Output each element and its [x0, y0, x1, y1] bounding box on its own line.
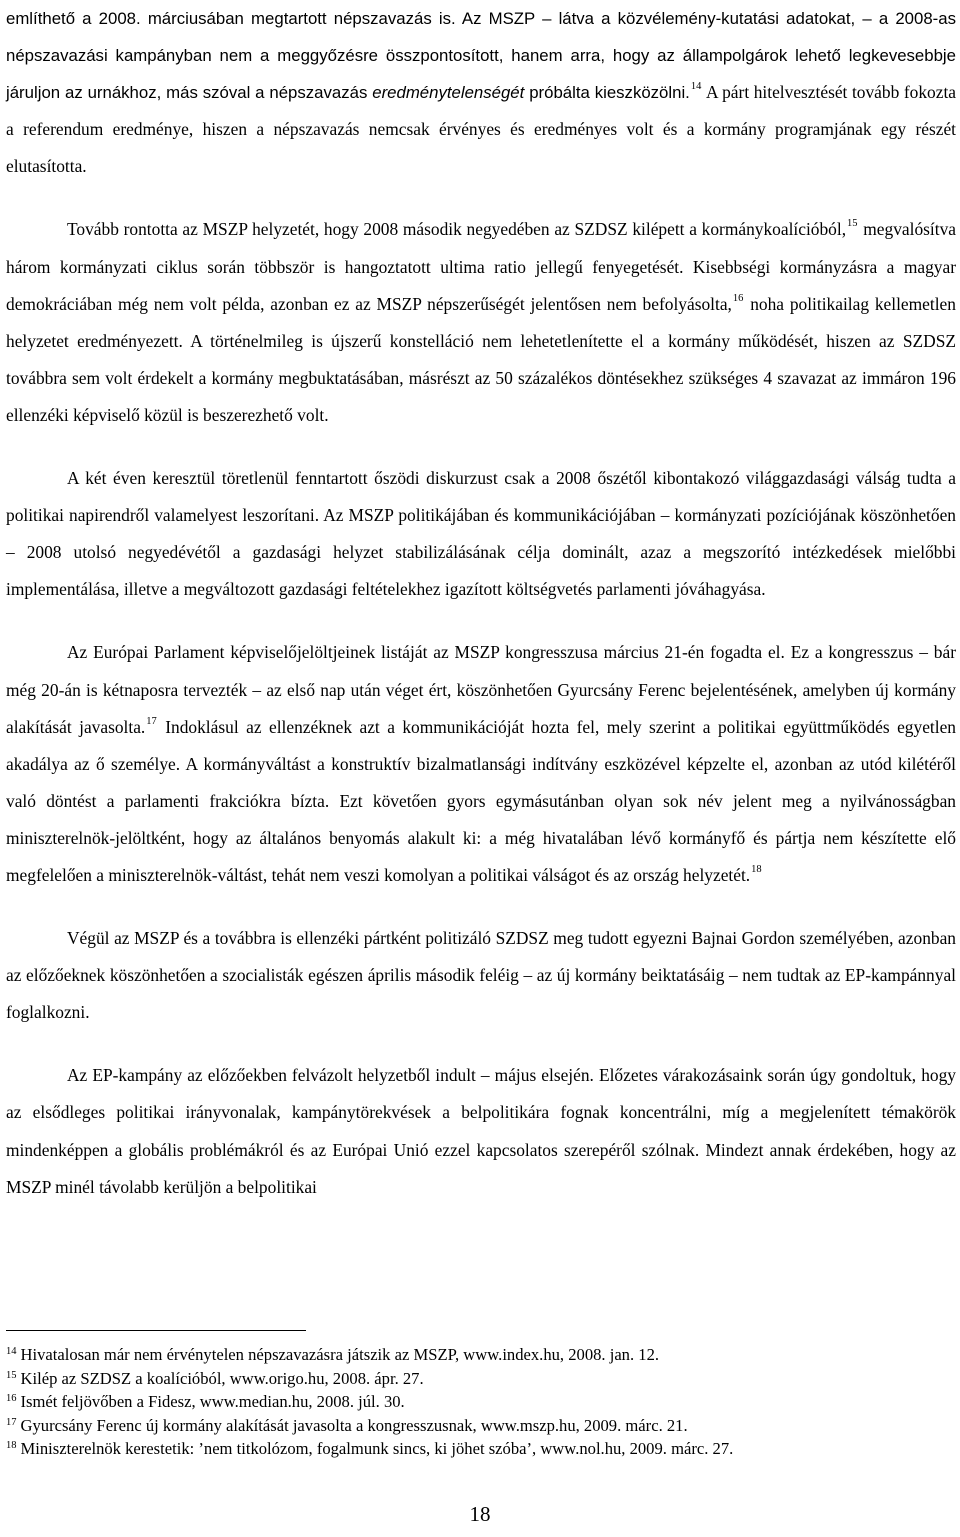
footnote-number: 15	[6, 1369, 17, 1381]
document-body	[6, 0, 956, 1206]
paragraph-text: megvalósítva három kormányzati ciklus során többször is hangoztatott ultima ratio jellegű fenyegetését. Kisebbségi kormányzásra a magyar demokráciában még nem volt példa, azonban ez az MSZP népszerűségét jelentősen nem befolyásolta,	[6, 219, 956, 314]
footnote-reference: 14	[690, 81, 702, 93]
footnote-text: Hivatalosan már nem érvénytelen népszavazásra játszik az MSZP, www.index.hu, 2008. jan. 12.	[20, 1345, 660, 1364]
paragraph-gap	[6, 434, 956, 460]
footnote-number: 17	[6, 1416, 17, 1428]
paragraph-gap	[6, 608, 956, 634]
footnote-text: Gyurcsány Ferenc új kormány alakítását javasolta a kongresszusnak, www.mszp.hu, 2009. márc. 21.	[20, 1415, 688, 1435]
page-number: 18	[469, 1502, 491, 1526]
footnote-text: Kilép az SZDSZ a koalícióból, www.origo.hu, 2008. ápr. 27.	[20, 1368, 424, 1388]
paragraph-gap	[6, 1031, 956, 1057]
paragraph-text: Az EP-kampány az előzőekben felvázolt helyzetből indult – május elsején. Előzetes várakozásaink során úgy gondoltuk, hogy az elsődleges politikai irányvonalak, kampánytörekvések a belpolitikára fognak koncentrálni, míg a megjelenített témakörök mindenképpen a globális problémákról és az Európai Unió ezzel kapcsolatos szerepéről szólnak. Mindezt annak érdekében, hogy az MSZP minél távolabb kerüljön a belpolitikai	[6, 1065, 956, 1197]
paragraph-2	[6, 211, 956, 434]
paragraph-text: Tovább rontotta az MSZP helyzetét, hogy 2008 második negyedében az SZDSZ kilépett a kormánykoalícióból,	[67, 219, 847, 240]
paragraph-1	[6, 0, 956, 185]
paragraph-5	[6, 920, 956, 1031]
paragraph-6	[6, 1057, 956, 1205]
footnote-number: 18	[6, 1440, 17, 1451]
footnote-text: Ismét feljövőben a Fidesz, www.median.hu, 2008. júl. 30.	[20, 1392, 405, 1411]
footnote-number: 14	[6, 1346, 17, 1357]
footnote-16	[6, 1390, 956, 1414]
footnote-reference: 17	[146, 715, 157, 727]
footnote-18	[6, 1437, 956, 1461]
paragraph-text: noha politikailag kellemetlen helyzetet eredményezett. A történelmileg is újszerű konstelláció nem lehetetlenítette el a kormány működését, hiszen az SZDSZ továbbra sem volt érdekelt a kormány megbuktatásában, másrészt az 50 százalékos döntésekhez szükséges 4 szavazat az immáron 196 ellenzéki képviselő közül is beszerezhető volt.	[6, 293, 956, 425]
paragraph-text: A két éven keresztül töretlenül fenntartott őszödi diskurzust csak a 2008 őszétől kibontakozó világgazdasági válság tudta a politikai napirendről valamelyest leszorítani. Az MSZP politikájában és kommunikációjában – kormányzati pozíciójának köszönhetően – 2008 utolsó negyedévétől a gazdasági helyzet stabilizálásának célja dominált, azaz a megszorító intézkedések mielőbbi implementálása, illetve a megváltozott gazdasági feltételekhez igazított költségvetés parlamenti jóváhagyása.	[6, 468, 956, 600]
footnote-17	[6, 1414, 956, 1438]
footnote-separator	[6, 1330, 306, 1331]
paragraph-gap	[6, 185, 956, 211]
paragraph-text: Az Európai Parlament képviselőjelöltjeinek listáját az MSZP kongresszusa március 21-én fogadta el. Ez a kongresszus – bár még 20-án is kétnaposra tervezték – az első nap után véget ért, köszönhetően Gyurcsány Ferenc bejelentésének, amelyben új kormány alakítását javasolta.	[6, 642, 956, 737]
paragraph-text: Az MSZP – látva a közvélemény-kutatási adatokat, – a 2008-as népszavazási kampányban nem a meggyőzésre összpontosított, hanem arra, hogy az állampolgárok lehető legkevesebbje járuljon az urnákhoz, más szóval a népszavazás	[6, 9, 956, 103]
footnote-text: Miniszterelnök kerestetik: ’nem titkolózom, fogalmunk sincs, ki jöhet szóba’, www.nol.hu, 2009. márc. 27.	[20, 1439, 734, 1458]
footnote-reference: 16	[732, 292, 744, 304]
paragraph-text: próbálta kieszközölni.	[524, 83, 690, 103]
paragraph-text: Indoklásul az ellenzéknek azt a kommunikációját hozta fel, mely szerint a politikai együttműködés egyetlen akadálya az ő személye. A kormányváltást a konstruktív bizalmatlansági indítvány eszközével képzelte el, azonban az utód kilétéről való döntést a parlamenti frakciókra bízta. Ezt követően gyors egymásutánban olyan sok név jelent meg a nyilvánosságban miniszterelnök-jelöltként, hogy az általános benyomás alakult ki: a még hivatalában lévő kormányfő és pártja nem készítette elő megfelelően a miniszterelnök-váltást, tehát nem veszi komolyan a politikai válságot és az ország helyzetét.	[6, 716, 956, 885]
footnote-15	[6, 1367, 956, 1391]
paragraph-text: A párt hitelvesztését tovább fokozta a referendum eredménye, hiszen a népszavazás nemcsak érvényes és eredményes volt és a kormány programjának egy részét elutasította.	[6, 82, 956, 177]
footnote-reference: 18	[751, 863, 762, 875]
paragraph-text: említhető a 2008. márciusában megtartott népszavazás is.	[6, 9, 462, 28]
paragraph-text: Végül az MSZP és a továbbra is ellenzéki pártként politizáló SZDSZ meg tudott egyezni Bajnai Gordon személyében, azonban az előzőeknek köszönhetően a szocialisták egészen április második feléig – az új kormány beiktatásáig – nem tudtak az EP-kampánnyal foglalkozni.	[6, 928, 956, 1023]
footnote-14	[6, 1343, 956, 1367]
footnote-number: 16	[6, 1393, 17, 1404]
paragraph-4	[6, 634, 956, 894]
paragraph-gap	[6, 894, 956, 920]
footnote-reference: 15	[847, 218, 858, 230]
emphasized-text: eredménytelenségét	[372, 83, 525, 103]
paragraph-3	[6, 460, 956, 608]
footnotes	[6, 1343, 956, 1461]
